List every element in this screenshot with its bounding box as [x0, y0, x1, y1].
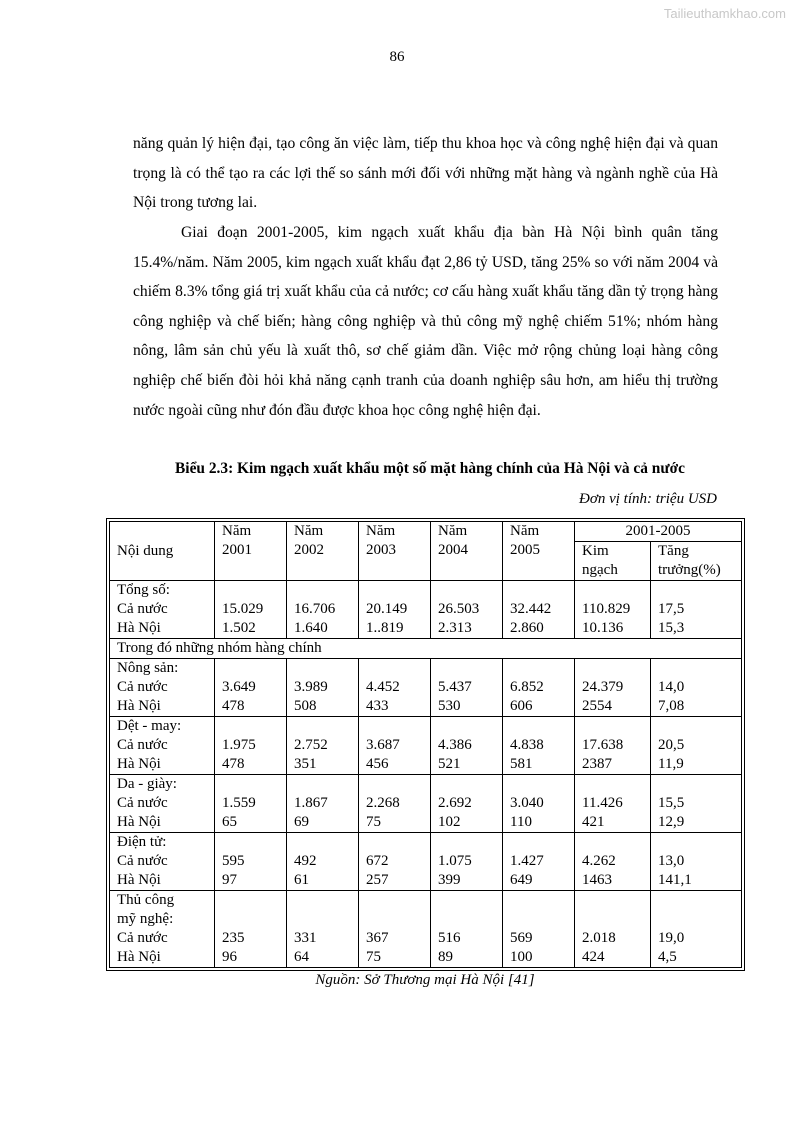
table-cell: 1.559 65 — [215, 775, 287, 833]
table-cell: 4.386 521 — [431, 717, 503, 775]
header-year-2003: Năm 2003 — [359, 522, 431, 581]
header-year-2001: Năm 2001 — [215, 522, 287, 581]
table-cell: 26.503 2.313 — [431, 581, 503, 639]
table-cell: 32.442 2.860 — [503, 581, 575, 639]
table-cell: 14,0 7,08 — [651, 659, 742, 717]
table-cell: 4.838 581 — [503, 717, 575, 775]
header-kim-ngach: Kim ngạch — [575, 542, 651, 581]
table-cell: 24.379 2554 — [575, 659, 651, 717]
paragraph-1 — [133, 129, 718, 218]
table-cell: 15.029 1.502 — [215, 581, 287, 639]
header-year-2005: Năm 2005 — [503, 522, 575, 581]
table-caption: Biểu 2.3: Kim ngạch xuất khẩu một số mặt hàng chính của Hà Nội và cả nước — [175, 460, 685, 477]
paragraph-2-text: Giai đoạn 2001-2005, kim ngạch xuất khẩu địa bàn Hà Nội bình quân tăng 15.4%/năm. Năm 2005, kim ngạch xuất khẩu đạt 2,86 tỷ USD, tăng 25% so với năm 2004 và chiếm 8.3% tổng giá trị xuất khẩu của cả nước; cơ cấu hàng xuất khẩu tăng dần tỷ trọng hàng công nghiệp và chế biến; hàng công nghiệp và thủ công mỹ nghệ chiếm 51%; nhóm hàng nông, lâm sản chủ yếu là xuất thô, sơ chế giảm dần. Việc mở rộng chủng loại hàng công nghiệp chế biến đòi hỏi khả năng cạnh tranh của doanh nghiệp sâu hơn, am hiểu thị trường nước ngoài cũng như đón đầu được khoa học công nghệ hiện đại. — [133, 224, 718, 419]
watermark: Tailieuthamkhao.com — [663, 6, 786, 21]
table-cell: 20,5 11,9 — [651, 717, 742, 775]
table-cell: 3.989 508 — [287, 659, 359, 717]
row-label: Tổng số: Cả nước Hà Nội — [110, 581, 215, 639]
row-label: Thủ công mỹ nghệ: Cả nước Hà Nội — [110, 891, 215, 968]
table-row-section — [110, 639, 742, 659]
table-cell: 3.649 478 — [215, 659, 287, 717]
table-cell: 4.452 433 — [359, 659, 431, 717]
row-label: Da - giày: Cả nước Hà Nội — [110, 775, 215, 833]
table-cell: 1.427 649 — [503, 833, 575, 891]
table-cell: 2.268 75 — [359, 775, 431, 833]
header-tang-truong: Tăng trưởng(%) — [651, 542, 742, 581]
table-row-nong-san — [110, 659, 742, 717]
row-label: Nông sản: Cả nước Hà Nội — [110, 659, 215, 717]
table-row-thu-cong — [110, 891, 742, 968]
export-table — [109, 521, 742, 968]
paragraph-1-text: năng quản lý hiện đại, tạo công ăn việc làm, tiếp thu khoa học và công nghệ hiện đại và quan trọng là có thể tạo ra các lợi thế so sánh mới đối với những mặt hàng và ngành nghề của Hà Nội trong tương lai. — [133, 135, 718, 212]
table-cell: 5.437 530 — [431, 659, 503, 717]
table-cell: 516 89 — [431, 891, 503, 968]
header-year-2002: Năm 2002 — [287, 522, 359, 581]
table-cell: 4.262 1463 — [575, 833, 651, 891]
table-cell: 13,0 141,1 — [651, 833, 742, 891]
table-cell: 2.018 424 — [575, 891, 651, 968]
table-cell: 2.692 102 — [431, 775, 503, 833]
table-cell: 15,5 12,9 — [651, 775, 742, 833]
table-cell: 6.852 606 — [503, 659, 575, 717]
table-cell: 16.706 1.640 — [287, 581, 359, 639]
table-row-dien-tu — [110, 833, 742, 891]
unit-note: Đơn vị tính: triệu USD — [579, 491, 717, 507]
section-label: Trong đó những nhóm hàng chính — [110, 639, 742, 659]
table-cell: 17.638 2387 — [575, 717, 651, 775]
table-cell: 3.040 110 — [503, 775, 575, 833]
table-cell: 331 64 — [287, 891, 359, 968]
header-year-2004: Năm 2004 — [431, 522, 503, 581]
table-cell: 19,0 4,5 — [651, 891, 742, 968]
table-cell: 2.752 351 — [287, 717, 359, 775]
table-cell: 595 97 — [215, 833, 287, 891]
table-cell: 367 75 — [359, 891, 431, 968]
table-cell: 1.975 478 — [215, 717, 287, 775]
table-row-det-may — [110, 717, 742, 775]
table-cell: 110.829 10.136 — [575, 581, 651, 639]
header-row-1 — [110, 522, 742, 542]
page-number: 86 — [389, 49, 405, 65]
table-row-total — [110, 581, 742, 639]
table-cell: 492 61 — [287, 833, 359, 891]
table-cell: 17,5 15,3 — [651, 581, 742, 639]
header-period: 2001-2005 — [575, 522, 742, 542]
table-cell: 235 96 — [215, 891, 287, 968]
row-label: Điện tử: Cả nước Hà Nội — [110, 833, 215, 891]
source-note: Nguồn: Sở Thương mại Hà Nội [41] — [315, 972, 535, 988]
table-row-da-giay — [110, 775, 742, 833]
table-cell: 672 257 — [359, 833, 431, 891]
header-content: Nội dung — [110, 522, 215, 581]
paragraph-2 — [133, 218, 718, 425]
row-label: Dệt - may: Cả nước Hà Nội — [110, 717, 215, 775]
table-cell: 1.075 399 — [431, 833, 503, 891]
table-cell: 569 100 — [503, 891, 575, 968]
table-cell: 3.687 456 — [359, 717, 431, 775]
table-cell: 20.149 1..819 — [359, 581, 431, 639]
table-cell: 1.867 69 — [287, 775, 359, 833]
table-cell: 11.426 421 — [575, 775, 651, 833]
